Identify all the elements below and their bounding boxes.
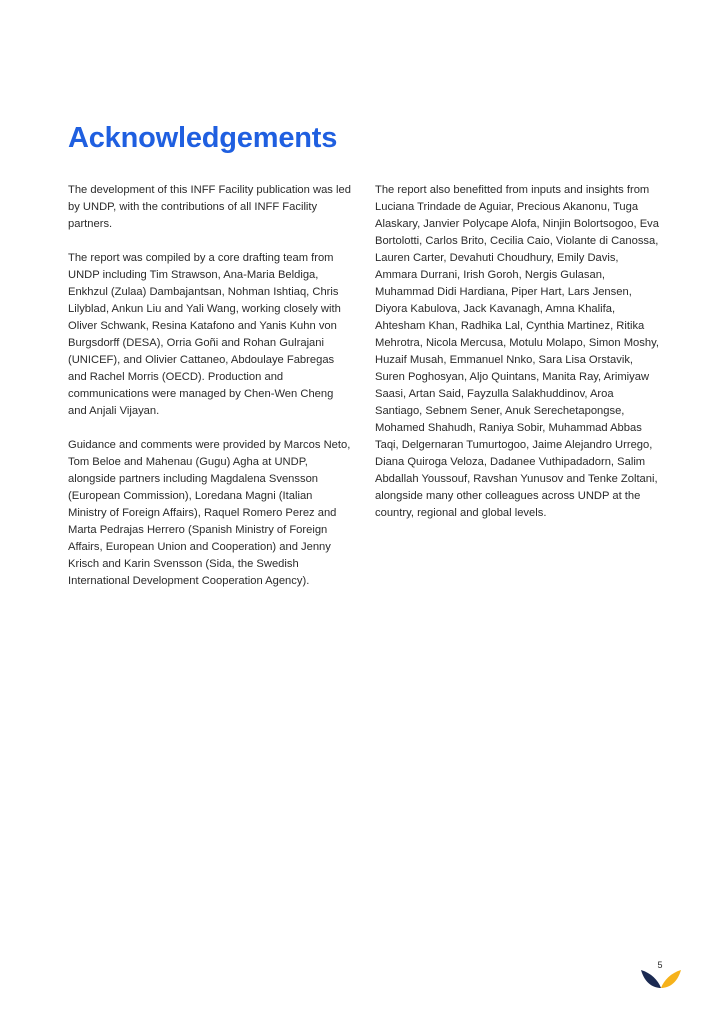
left-column (68, 182, 352, 607)
leaf-logo-icon (640, 966, 682, 990)
page-number: 5 (657, 960, 663, 970)
paragraph-inputs: The report also benefitted from inputs and insights from Luciana Trindade de Aguiar, Precious Akanonu, Tuga Alaskary, Janvier Polycape Alofa, Ninjin Bolortsogoo, Eva Bortolotti, Carlos Brito, Cecilia Caio, Violante di Canossa, Lauren Carter, Devahuti Choudhury, Emily Davis, Ammara Durrani, Irish Goroh, Nergis Gulasan, Muhammad Didi Hardiana, Piper Hart, Lars Jensen, Diyora Kabulova, Jack Kavanagh, Amna Khalifa, Ahtesham Khan, Radhika Lal, Cynthia Martinez, Ritika Mehrotra, Nicola Mercusa, Motulu Molapo, Simon Moshy, Huzaif Musah, Emmanuel Nnko, Sara Lisa Orstavik, Suren Poghosyan, Aljo Quintans, Manita Ray, Arimiyaw Saasi, Artan Said, Fayzulla Salakhuddinov, Aroa Santiago, Sebnem Sener, Anuk Serechetapongse, Mohamed Shahudh, Raniya Sobir, Muhammad Abbas Taqi, Delgernaran Tumurtogoo, Jaime Alejandro Urrego, Diana Quiroga Veloza, Dadanee Vuthipadadorn, Salim Abdallah Youssouf, Ravshan Yunusov and Tenke Zoltani, alongside many other colleagues across UNDP at the country, regional and global levels. (375, 184, 659, 519)
leaf-navy-shape (641, 970, 661, 988)
right-column (375, 182, 661, 539)
paragraph-drafting-team: The report was compiled by a core drafting team from UNDP including Tim Strawson, Ana-Maria Beldiga, Enkhzul (Zulaa) Dambajantsan, Nohman Ishtiaq, Chris Lilyblad, Ankun Liu and Yali Wang, working closely with Oliver Schwank, Resina Katafono and Yanis Kuhn von Burgsdorff (DESA), Orria Goñi and Rohan Gulrajani (UNICEF), and Olivier Cattaneo, Abdoulaye Fabregas and Rachel Morris (OECD). Production and communications were managed by Chen-Wen Cheng and Anjali Vijayan. (68, 252, 341, 417)
paragraph-intro: The development of this INFF Facility publication was led by UNDP, with the contributions of all INFF Facility partners. (68, 184, 351, 230)
paragraph-guidance: Guidance and comments were provided by Marcos Neto, Tom Beloe and Mahenau (Gugu) Agha at UNDP, alongside partners including Magdalena Svensson (European Commission), Loredana Magni (Italian Ministry of Foreign Affairs), Raquel Romero Perez and Marta Pedrajas Herrero (Spanish Ministry of Foreign Affairs, European Union and Cooperation) and Jenny Krisch and Karin Svensson (Sida, the Swedish International Development Cooperation Agency). (68, 439, 351, 587)
leaf-yellow-shape (661, 970, 681, 988)
page-title: Acknowledgements (68, 122, 338, 154)
